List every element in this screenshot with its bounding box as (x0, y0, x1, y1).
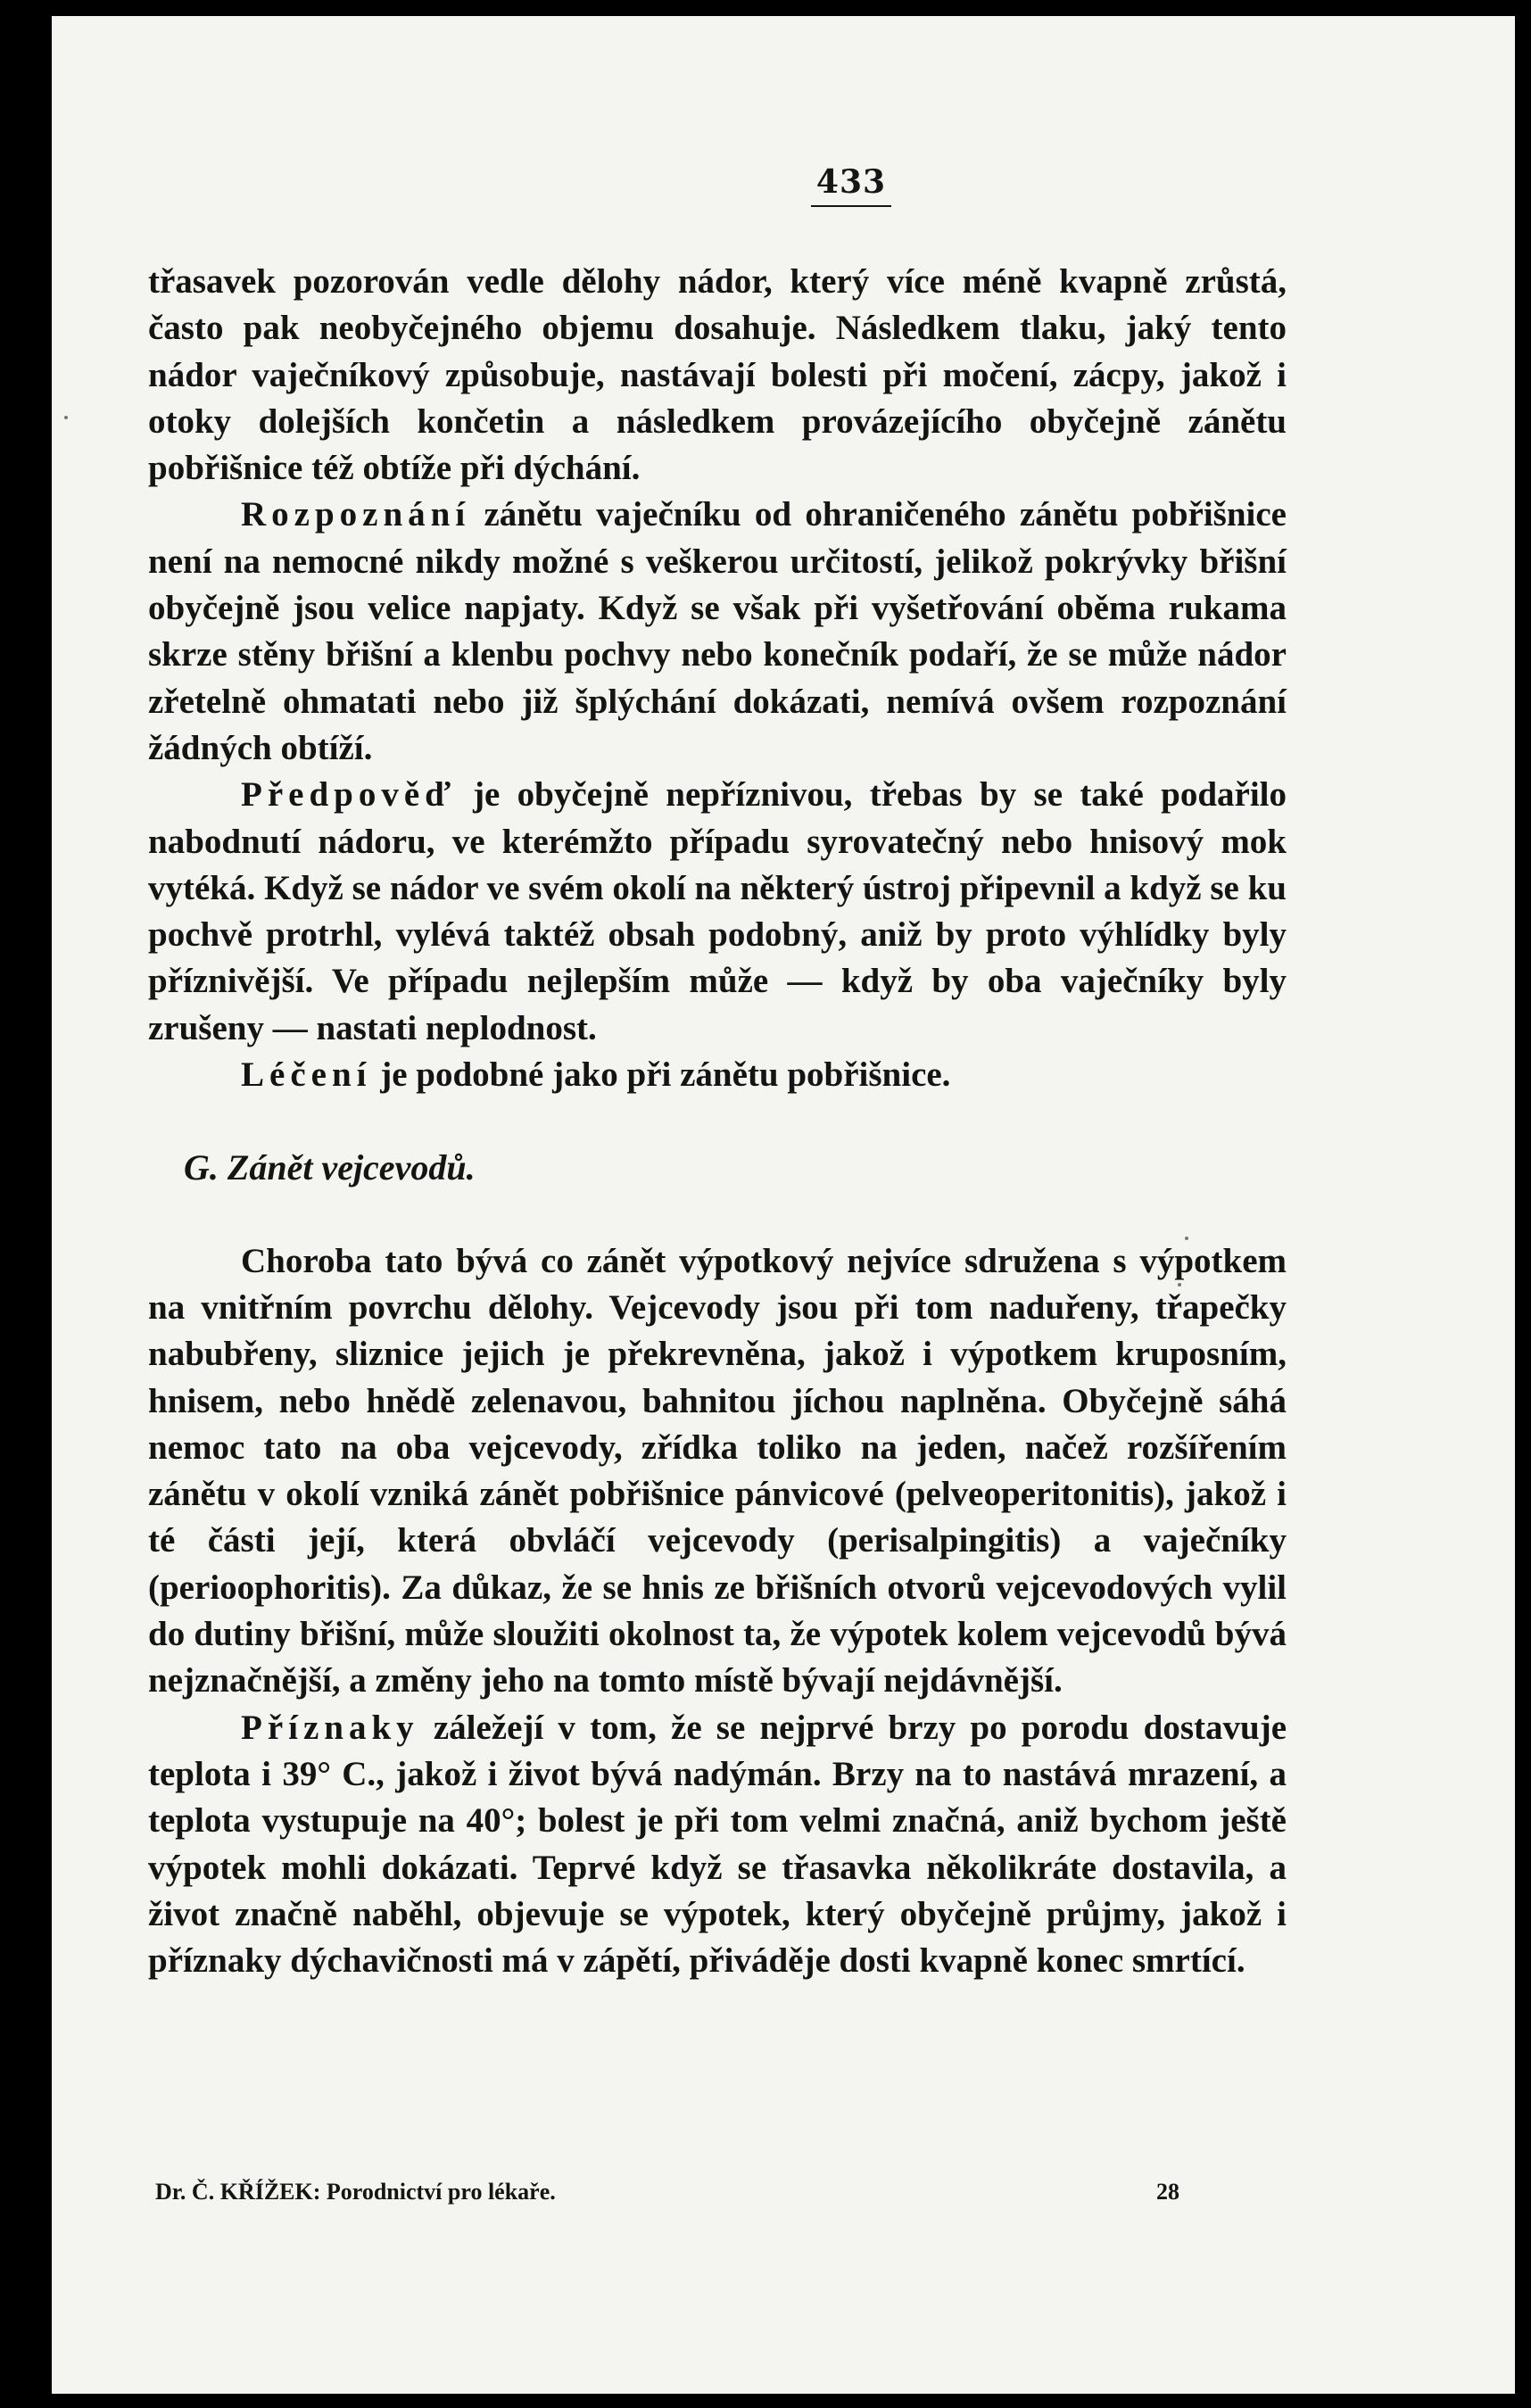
paragraph-6-text: záležejí v tom, že se nejprvé brzy po porodu dostavuje teplota i 39° C., jakož i život bývá nadýmán. Brzy na to nastává mrazení, a teplota vystupuje na 40°; bolest je při tom velmi značná, aniž bychom ještě výpotek mohli dokázati. Teprvé když se třasavka několikráte dostavila, a život značně naběhl, objevuje se výpotek, který obyčejně průjmy, jakož i příznaky dýchavičnosti má v zápětí, přiváděje dosti kvapně konec smrtící. (148, 1708, 1287, 1981)
paragraph-6-lead: Příznaky (241, 1708, 419, 1747)
paragraph-2-lead: Rozpoznání (241, 495, 471, 534)
page-number-text: 433 (811, 163, 891, 207)
paragraph-1 (148, 259, 1287, 492)
stray-mark (1185, 1237, 1188, 1240)
footer-signature: 28 (1156, 2179, 1179, 2205)
footer-author-title: Dr. Č. KŘÍŽEK: Porodnictví pro lékaře. (155, 2179, 556, 2205)
body-text (148, 259, 1287, 1984)
stray-mark (1178, 1283, 1181, 1287)
paragraph-3-lead: Předpověď (241, 775, 456, 815)
book-page (52, 16, 1515, 2394)
stray-mark (64, 416, 68, 419)
page-footer (155, 2179, 1199, 2205)
paragraph-2 (148, 492, 1287, 772)
paragraph-4 (148, 1052, 1287, 1098)
paragraph-1-text: třasavek pozorován vedle dělohy nádor, který více méně kvapně zrůstá, často pak neobyčejného objemu dosahuje. Následkem tlaku, jaký tento nádor vaječníkový způsobuje, nastávají bolesti při močení, zácpy, jakož i otoky dolejších končetin a následkem provázejícího obyčejně zánětu pobřišnice též obtíže při dýchání. (148, 262, 1287, 488)
paragraph-5 (148, 1238, 1287, 1705)
paragraph-4-lead: Léčení (241, 1055, 372, 1095)
section-heading: G. Zánět vejcevodů. (184, 1147, 476, 1188)
paragraph-3 (148, 772, 1287, 1052)
page-number (52, 163, 1515, 201)
paragraph-3-text: je obyčejně nepříznivou, třebas by se také podařilo nabodnutí nádoru, ve kterémžto případu syrovatečný nebo hnisový mok vytéká. Když se nádor ve svém okolí na některý ústroj připevnil a když se ku pochvě protrhl, vylévá taktéž obsah podobný, aniž by proto výhlídky byly příznivější. Ve případu nejlepším může — když by oba vaječníky byly zrušeny — nastati neplodnost. (148, 775, 1287, 1047)
paragraph-4-text: je podobné jako při zánětu pobřišnice. (371, 1055, 951, 1095)
paragraph-6 (148, 1705, 1287, 1985)
paragraph-2-text: zánětu vaječníku od ohraničeného zánětu pobřišnice není na nemocné nikdy možné s veškerou určitostí, jelikož pokrývky břišní obyčejně jsou velice napjaty. Když se však při vyšetřování oběma rukama skrze stěny břišní a klenbu pochvy nebo konečník podaří, že se může nádor zřetelně ohmatati nebo již šplýchání dokázati, nemívá ovšem rozpoznání žádných obtíží. (148, 495, 1287, 767)
paragraph-5-text: Choroba tato bývá co zánět výpotkový nejvíce sdružena s výpotkem na vnitřním povrchu dělohy. Vejcevody jsou při tom naduřeny, třapečky nabubřeny, sliznice jejich je překrevněna, jakož i výpotkem kruposním, hnisem, nebo hnědě zelenavou, bahnitou jíchou naplněna. Obyčejně sáhá nemoc tato na oba vejcevody, zřídka toliko na jeden, načež rozšířením zánětu v okolí vzniká zánět pobřišnice pánvicové (pelveoperitonitis), jakož i té části její, která obvláčí vejcevody (perisalpingitis) a vaječníky (perioophoritis). Za důkaz, že se hnis ze břišních otvorů vejcevodových vylil do dutiny břišní, může sloužiti okolnost ta, že výpotek kolem vejcevodů bývá nejznačnější, a změny jeho na tomto místě bývají nejdávnější. (148, 1241, 1287, 1700)
